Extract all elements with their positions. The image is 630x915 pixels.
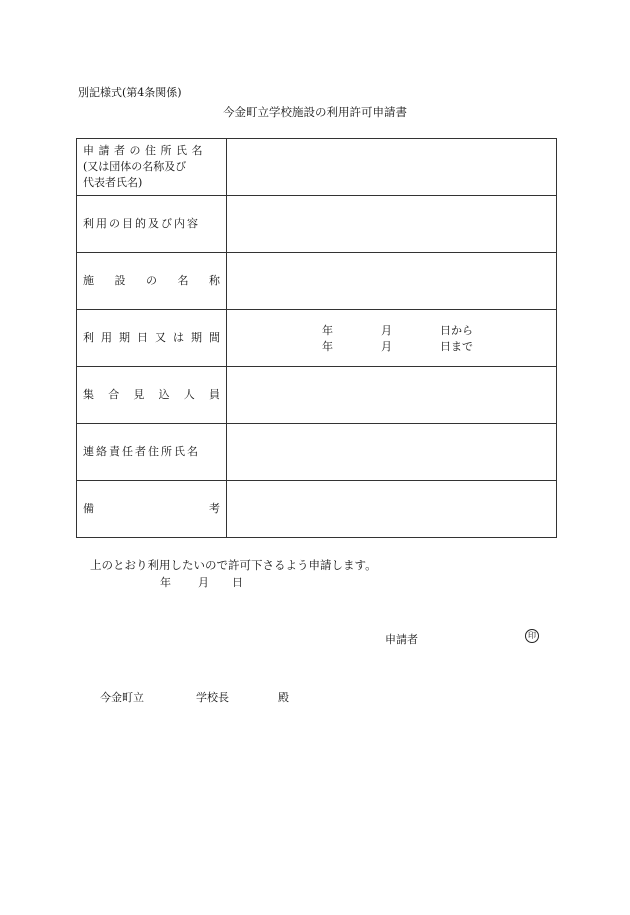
table-row-purpose [77, 196, 557, 253]
attendance-label-cell [77, 367, 227, 424]
label-char: 申請者の住所氏名 [83, 144, 207, 157]
period-start-year: 年 [322, 324, 333, 337]
remarks-value-cell[interactable] [227, 481, 557, 538]
purpose-label: 利用の目的及び内容 [83, 217, 200, 230]
applicant-value-cell[interactable] [227, 139, 557, 196]
label-char: 員 [208, 388, 220, 401]
label-char: 込 [158, 388, 170, 401]
period-start-day: 日から [440, 324, 473, 337]
contact-value-cell[interactable] [227, 424, 557, 481]
label-char: 又 [155, 331, 166, 344]
date-day: 日 [232, 576, 243, 589]
facility-label [83, 273, 220, 289]
period-end-month: 月 [381, 340, 392, 353]
label-char: 人 [183, 388, 195, 401]
applicant-label-line2: (又は団体の名称及び [83, 160, 187, 173]
attendance-value-cell[interactable] [227, 367, 557, 424]
application-table [76, 138, 557, 538]
period-label [83, 330, 220, 346]
table-row-facility [77, 253, 557, 310]
date-month: 月 [198, 576, 209, 589]
addressee-honorific: 殿 [278, 691, 289, 704]
period-start-month: 月 [381, 324, 392, 337]
label-char: 見 [133, 388, 145, 401]
period-label-cell [77, 310, 227, 367]
applicant-label-line3: 代表者氏名) [83, 176, 143, 189]
label-char: 備 [83, 502, 94, 515]
table-row-period [77, 310, 557, 367]
period-start-line [227, 322, 556, 338]
label-char: は [173, 331, 184, 344]
remarks-label [83, 501, 220, 517]
label-char: 間 [209, 331, 220, 344]
applicant-label-line1 [83, 143, 220, 159]
addressee-prefix: 今金町立 [100, 691, 144, 704]
label-char: 集 [83, 388, 94, 401]
label-char: 期 [119, 331, 130, 344]
table-row-contact [77, 424, 557, 481]
label-char: 合 [108, 388, 120, 401]
date-year: 年 [160, 576, 171, 589]
label-char: 名 [177, 274, 189, 287]
label-char: 称 [209, 274, 220, 287]
contact-label-cell [77, 424, 227, 481]
form-reference-label: 別記様式(第4条関係) [78, 86, 182, 99]
table-row-attendance [77, 367, 557, 424]
period-end-line [227, 338, 556, 354]
table-row-applicant [77, 139, 557, 196]
label-char: 用 [101, 331, 112, 344]
period-end-day: 日まで [440, 340, 473, 353]
label-char: 設 [114, 274, 126, 287]
table-row-remarks [77, 481, 557, 538]
applicant-label-cell [77, 139, 227, 196]
addressee-school-head: 学校長 [196, 691, 229, 704]
contact-label: 連絡責任者住所氏名 [83, 445, 200, 458]
label-char: 日 [137, 331, 148, 344]
purpose-label-cell [77, 196, 227, 253]
document-title: 今金町立学校施設の利用許可申請書 [223, 105, 407, 119]
label-char: 施 [83, 274, 94, 287]
purpose-value-cell[interactable] [227, 196, 557, 253]
facility-value-cell[interactable] [227, 253, 557, 310]
label-char: 利 [83, 331, 94, 344]
period-value-cell[interactable] [227, 310, 557, 367]
seal-icon: 印 [525, 629, 539, 643]
label-char: 考 [209, 502, 220, 515]
application-statement: 上のとおり利用したいので許可下さるよう申請します。 [90, 558, 377, 572]
period-end-year: 年 [322, 340, 333, 353]
label-char: の [146, 274, 157, 287]
label-char: 期 [191, 331, 202, 344]
applicant-label: 申請者 [385, 633, 418, 646]
facility-label-cell [77, 253, 227, 310]
remarks-label-cell [77, 481, 227, 538]
attendance-label [83, 387, 220, 403]
